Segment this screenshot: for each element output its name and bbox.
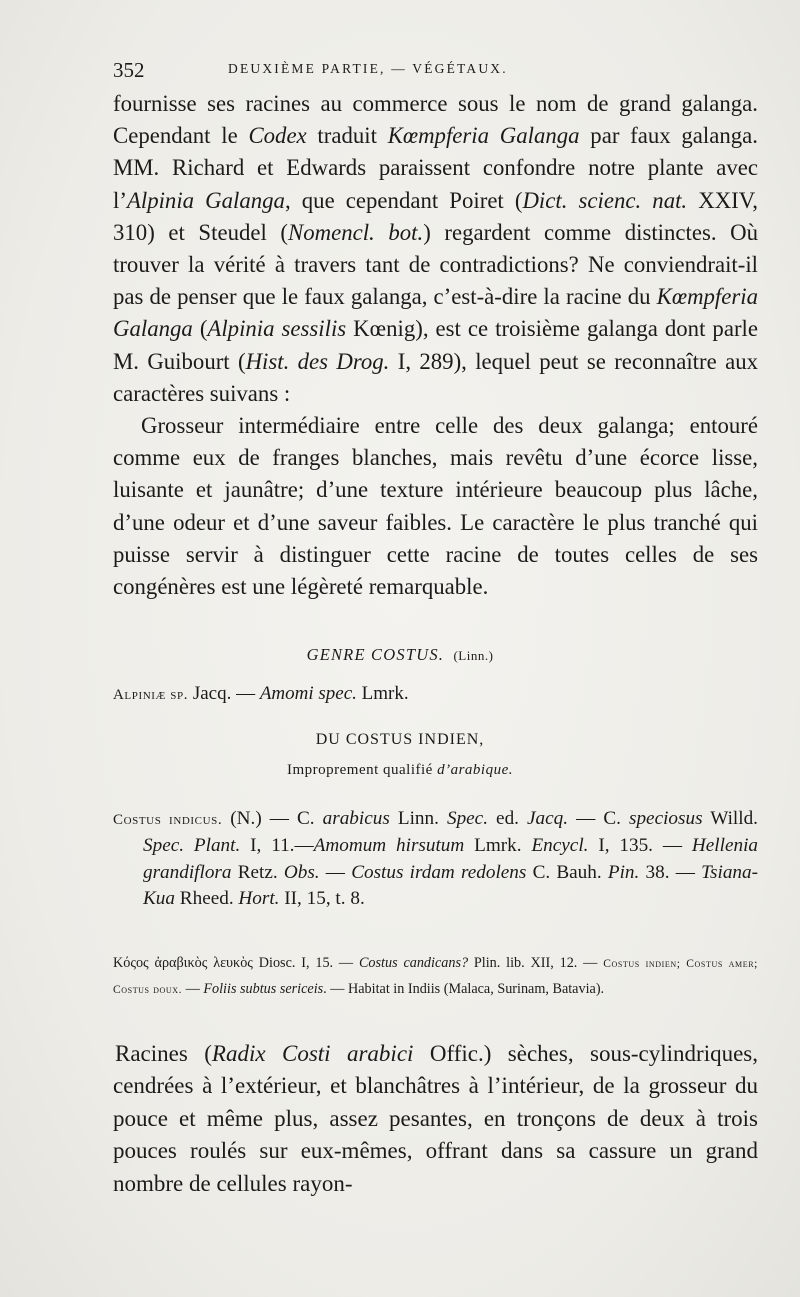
text-run: Amomi spec. [259,683,357,704]
text-run: — [182,980,204,997]
text-run: Jacq. [527,808,569,829]
text-run: Jacq. — [188,683,260,704]
text-run: C. Bauh. [526,861,608,883]
text-run: (N.) — C. [222,808,323,829]
section-subheading [0,762,800,779]
text-run: . — Habitat in Indiis (Malaca, Surinam, Batavia). [323,980,605,997]
text-run: XXIV, 310) et Steudel ( [113,187,758,245]
genre-heading [0,645,800,665]
paragraph-description: Grosseur intermédiaire entre celle des deux galanga; entouré comme eux de franges blanches, mais revêtu d’une écorce lisse, luisante et jaunâtre; d’une texture intérieure beaucoup plus lâche, d’une odeur et d’une saveur faibles. Le caractère le plus tranché qui puisse servir à distinguer cette racine de toutes celles de ses congénères est une légèreté remarquable. [113,413,758,600]
text-run: Spec. [446,808,488,829]
text-run: Alpinia sessilis [207,316,347,342]
text-run: Codex [248,123,307,149]
text-run: Improprement qualifié [286,762,438,778]
text-run: I, 135. — [588,835,692,857]
text-run: arabicus [322,808,390,829]
text-run: Amomum hirsutum [313,835,465,857]
text-run: Kœmpferia Galanga [387,123,580,149]
text-run: fournisse ses racines au commerce sous le nom de grand galanga. Cependant le [113,91,758,149]
text-run: Tsiana-Kua [143,861,759,909]
text-run: ed. [488,808,528,829]
text-run: Encycl. [531,835,589,857]
text-run: Hellenia grandiflora [143,835,758,883]
text-run: Kœnig), est ce troisième galanga dont parle M. Guibourt ( [113,316,758,374]
text-run: Willd. [702,808,758,829]
text-run: Costus candicans? [358,955,469,971]
text-run: I, 11.— [240,835,314,857]
text-run: Foliis subtus sericeis [203,980,324,997]
text-run: Hort. [238,887,280,909]
text-run: Dict. scienc. nat. [522,187,688,213]
text-run: Nomencl. bot. [288,219,424,245]
text-run: Linn. [389,808,447,829]
text-run: Hist. des Drog. [245,348,390,374]
text-run: , que cependant Poiret ( [284,187,523,213]
running-title: DEUXIÈME PARTIE, — VÉGÉTAUX. [228,61,508,76]
page-number: 352 [113,58,145,82]
text-run: Rheed. [175,887,239,909]
historical-synonyms-note [113,951,758,1002]
text-run: ) regardent comme distinctes. Où trouver la vérité à travers tant de contradictions? Ne conviendrait-il pas de penser que le faux galanga, c’est-à-dire la racine du [113,219,759,310]
section-heading: DU COSTUS INDIEN, [315,731,485,748]
text-run: ( [192,316,208,342]
text-run: Lmrk. [356,683,409,704]
text-run: Alpiniæ sp. [113,687,189,703]
text-run: Lmrk. [464,835,532,857]
text-run: Racines ( [115,1041,212,1066]
roots-description [113,1038,758,1200]
text-run: — C. [568,808,629,829]
text-run: Spec. Plant. [143,835,241,857]
text-run: d’arabique. [437,762,514,778]
text-run: Radix Costi arabici [211,1041,414,1066]
genre-synonymy [113,683,758,705]
text-run: par faux galanga. MM. Richard et Edwards paraissent confondre notre plante avec l’ [113,123,758,213]
note-text [113,951,758,1002]
text-run: Retz. [231,861,284,883]
paragraph-racines [113,1038,758,1200]
genre-name: GENRE COSTUS. [306,645,445,664]
text-run: Obs. [283,861,320,883]
text-run: Diosc. I, 15. — [252,955,359,971]
text-run: I, 289), lequel peut se reconnaître aux caractères suivans : [113,348,758,406]
text-run: Κόςος ἀραβικὸς λευκὸς [113,955,253,971]
text-run: speciosus [629,808,703,829]
text-run: 38. — [639,861,702,883]
species-synonyms [113,806,758,912]
text-run: — [319,861,352,883]
text-run: Offic.) sèches, sous-cylindriques, cendrées à l’extérieur, et blanchâtres à l’intérieur, de la grosseur du pouce et même plus, assez pesantes, en tronçons de deux à trois pouces roulés sur eux-mêmes, offrant dans sa cassure un grand nombre de cellules rayon- [113,1041,759,1196]
paragraph-galanga [113,88,758,410]
main-text [113,88,758,603]
text-run: II, 15, t. 8. [279,887,365,909]
genre-authority: (Linn.) [453,648,494,663]
text-run: traduit [306,123,388,149]
text-run: Pin. [607,861,640,883]
text-run: Costus indicus. [113,812,223,828]
text-run: Alpinia Galanga [126,187,285,213]
text-run: Kœmpferia Galanga [113,284,758,342]
text-run: Plin. lib. XII, 12. — [468,955,604,971]
text-run: Costus irdam redolens [351,861,527,883]
text-run: Costus indien; Costus amer; Costus doux. [113,958,758,996]
synonym-list [113,806,758,912]
